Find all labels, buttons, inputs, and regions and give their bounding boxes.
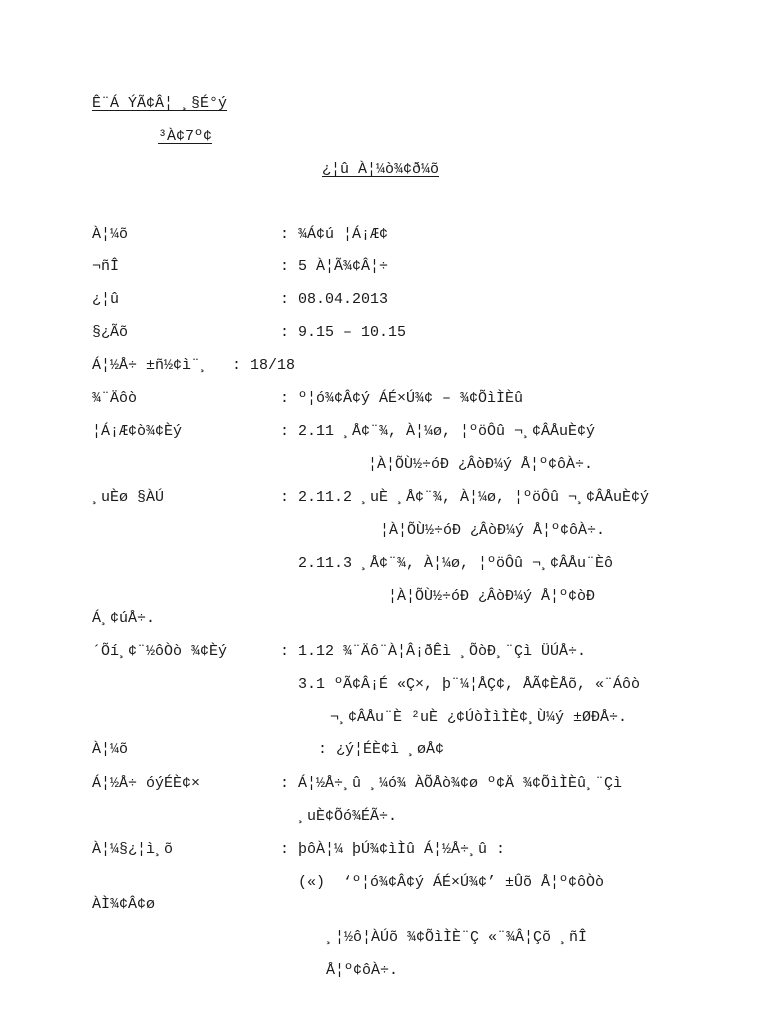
row-label: ¦Á¡Æ¢ò¾¢Èý bbox=[92, 423, 183, 440]
row-value: : 5 À¦Ã¾¢Â¦÷ bbox=[280, 258, 389, 275]
row-value-continued: 3.1 ºÃ¢Â¡É «Ç×, þ¨¼¦ÅÇ¢, ÅÃ¢ÈÅõ, «¨Áôò bbox=[298, 676, 641, 693]
row-label: §¿Ãõ bbox=[92, 324, 129, 341]
row-label: ¸uÈø §ÀÚ bbox=[92, 489, 165, 506]
row-label: Á¦½Å÷ ±ñ½¢ì¨¸ bbox=[92, 357, 210, 374]
student-count-value: : 18/18 bbox=[232, 357, 296, 374]
row-value: : 2.11.2 ¸uÈ ¸Å¢¨¾, À¦¼ø, ¦ºöÔû ¬¸¢ÂÅuÈ¢ý bbox=[280, 489, 650, 506]
lesson-plan-title: ¿¦û À¦¼ò¾¢ð¼õ bbox=[322, 161, 440, 178]
row-value-continued: Å¦º¢ôÀ÷. bbox=[326, 962, 399, 979]
school-name-heading: Ê¨Á ÝÃ¢Â¦ ¸§É°ý bbox=[92, 95, 228, 112]
row-value-continued: ¦À¦ÕÙ½÷óÐ ¿ÂòÐ¼ý Å¦º¢ôÀ÷. bbox=[368, 456, 594, 473]
row-value-continued: ¬¸¢ÂÅu¨È ²uÈ ¿¢ÚòÌìÌÈ¢¸Ù¼ý ±ØÐÅ÷. bbox=[330, 709, 628, 726]
document-subtitle: ³À¢7º¢ bbox=[158, 128, 213, 145]
row-label: ¾¨Äôò bbox=[92, 390, 138, 407]
row-wrap-text: Á¸¢úÅ÷. bbox=[92, 610, 156, 627]
row-value: : 2.11 ¸Å¢¨¾, À¦¼ø, ¦ºöÔû ¬¸¢ÂÅuÈ¢ý bbox=[280, 423, 596, 440]
row-label: À¦¼õ bbox=[92, 741, 129, 758]
row-value-continued: 2.11.3 ¸Å¢¨¾, À¦¼ø, ¦ºöÔû ¬¸¢ÂÅu¨Èô bbox=[298, 555, 614, 572]
row-value: : ¿ý¦ÉÈ¢ì ¸øÅ¢ bbox=[318, 741, 445, 758]
row-label: ¿¦û bbox=[92, 291, 120, 308]
row-value: : 1.12 ¾¨Äô¨À¦Â¡ðÊì ¸ÕòÐ¸¨Çì ÜÚÅ÷. bbox=[280, 643, 587, 660]
row-label: ¬ñÎ bbox=[92, 258, 120, 275]
row-value-continued: ¸uÈ¢Õó¾ÉÃ÷. bbox=[298, 808, 398, 825]
row-label: Á¦½Å÷ óýÉÈ¢× bbox=[92, 775, 201, 792]
row-value: : º¦ó¾¢Â¢ý ÁÉ×Ú¾¢ – ¾¢ÕìÌÈû bbox=[280, 390, 524, 407]
row-label: À¦¼§¿¦ì¸õ bbox=[92, 841, 174, 858]
row-label: À¦¼õ bbox=[92, 226, 129, 243]
time-value: : 9.15 – 10.15 bbox=[280, 324, 407, 341]
row-label: ´Õí¸¢¨½ôÒò ¾¢Èý bbox=[92, 643, 228, 660]
row-value: : ¾Á¢ú ¦Á¡Æ¢ bbox=[280, 226, 389, 243]
row-wrap-text: ÀÌ¾¢Â¢ø bbox=[92, 896, 156, 913]
row-value: : þôÀ¦¼ þÚ¾¢ìÌû Á¦½Å÷¸û : bbox=[280, 841, 506, 858]
row-value-continued: ¦À¦ÕÙ½÷óÐ ¿ÂòÐ¼ý Å¦º¢òÐ bbox=[388, 588, 596, 605]
row-value-continued: ¸¦½ô¦ÀÚõ ¾¢ÕìÌÈ¨Ç «¨¾Â¦Çõ ¸ñÎ bbox=[326, 929, 588, 946]
row-value-continued: ¦À¦ÕÙ½÷óÐ ¿ÂòÐ¼ý Å¦º¢ôÀ÷. bbox=[380, 522, 606, 539]
row-value-continued: («) ‘º¦ó¾¢Â¢ý ÁÉ×Ú¾¢’ ±Ûõ Å¦º¢ôÒò bbox=[298, 874, 605, 891]
date-value: : 08.04.2013 bbox=[280, 291, 389, 308]
row-value: : Á¦½Å÷¸û ¸¼ó¾ ÀÕÅò¾¢ø º¢Ä ¾¢ÕìÌÈû¸¨Çì bbox=[280, 775, 623, 792]
